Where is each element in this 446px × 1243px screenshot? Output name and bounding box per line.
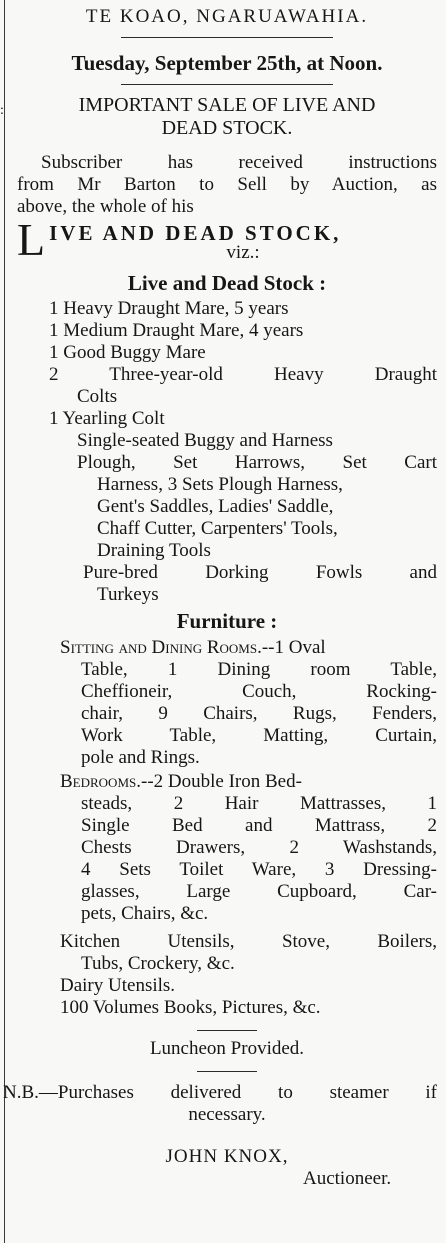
rule-3 [197,1030,257,1031]
other-items [17,931,437,1019]
list-item: Dairy Utensils. [60,975,176,996]
margin-mark: : [0,103,4,118]
list-item: Single-seated Buggy and Harness [77,430,333,451]
list-item: Harness, 3 Sets Plough Harness, [97,474,343,495]
bedrooms-line: Single Bed and Mattrass, 2 [81,815,437,836]
bedrooms-line: Chests Drawers, 2 Washstands, [81,837,437,858]
date-line: Tuesday, September 25th, at Noon. [71,51,383,75]
column-rule-left [4,0,5,1243]
bedrooms-line: steads, 2 Hair Mattrasses, 1 [81,793,437,814]
list-item: Turkeys [97,584,159,605]
big-initial: L [17,214,46,265]
bedrooms-label: Bedrooms. [60,771,141,792]
sitting-line: --1 Oval [261,637,326,658]
bedrooms-line: --2 Double Iron Bed- [141,771,302,792]
intro [17,152,437,218]
sitting-line: pole and Rings. [81,747,200,768]
sitting-label: Sitting and Dining Rooms. [60,637,262,658]
sitting-dining-rooms [17,637,437,769]
sitting-line: Work Table, Matting, Curtain, [81,725,437,746]
list-item: 100 Volumes Books, Pictures, &c. [60,997,321,1018]
list-item: Gent's Saddles, Ladies' Saddle, [97,496,334,517]
list-item: Plough, Set Harrows, Set Cart [77,452,437,473]
live-items [17,298,437,606]
sitting-line: chair, 9 Chairs, Rugs, Fenders, [81,703,437,724]
section-furniture: Furniture : [176,609,278,633]
viz: viz.: [226,242,260,263]
list-item: Draining Tools [97,540,211,561]
list-item: Kitchen Utensils, Stove, Boilers, [60,931,437,952]
nb-line-2: necessary. [188,1104,266,1125]
big-title-text: IVE AND DEAD STOCK, [49,221,342,245]
rule-1 [121,37,333,38]
heading [17,94,437,140]
list-item: Colts [77,386,118,407]
sitting-line: Cheffioneir, Couch, Rocking- [81,681,437,702]
bedrooms [17,771,437,925]
list-item: 1 Good Buggy Mare [49,342,206,363]
list-item: Chaff Cutter, Carpenters' Tools, [97,518,338,539]
advertisement [3,0,437,1190]
list-item: Tubs, Crockery, &c. [81,953,235,974]
bedrooms-line: 4 Sets Toilet Ware, 3 Dressing- [81,859,437,880]
list-item: 1 Medium Draught Mare, 4 years [49,320,304,341]
nb-note [3,1082,437,1126]
auctioneer-name: JOHN KNOX, [165,1146,289,1167]
list-item: 1 Heavy Draught Mare, 5 years [49,298,289,319]
rule-4 [197,1071,257,1072]
intro-line-3: above, the whole of his [17,196,194,217]
masthead: TE KOAO, NGARUAWAHIA. [85,6,369,27]
list-item: 1 Yearling Colt [49,408,165,429]
nb-line-1: N.B.—Purchases delivered to steamer if [3,1082,437,1103]
intro-line-2: from Mr Barton to Sell by Auction, as [17,174,437,195]
sitting-line: Table, 1 Dining room Table, [81,659,437,680]
heading-line-2: DEAD STOCK. [161,117,293,139]
auctioneer-title: Auctioneer. [303,1168,392,1189]
list-item: Pure-bred Dorking Fowls and [83,562,437,583]
intro-line-1: Subscriber has received instructions [41,152,437,173]
bedrooms-line: glasses, Large Cupboard, Car- [81,881,437,902]
list-item: 2 Three-year-old Heavy Draught [49,364,437,385]
bedrooms-line: pets, Chairs, &c. [81,903,209,924]
luncheon: Luncheon Provided. [149,1038,305,1059]
heading-line-1: IMPORTANT SALE OF LIVE AND [78,94,376,116]
section-live-dead: Live and Dead Stock : [127,271,327,295]
rule-2 [121,84,333,85]
